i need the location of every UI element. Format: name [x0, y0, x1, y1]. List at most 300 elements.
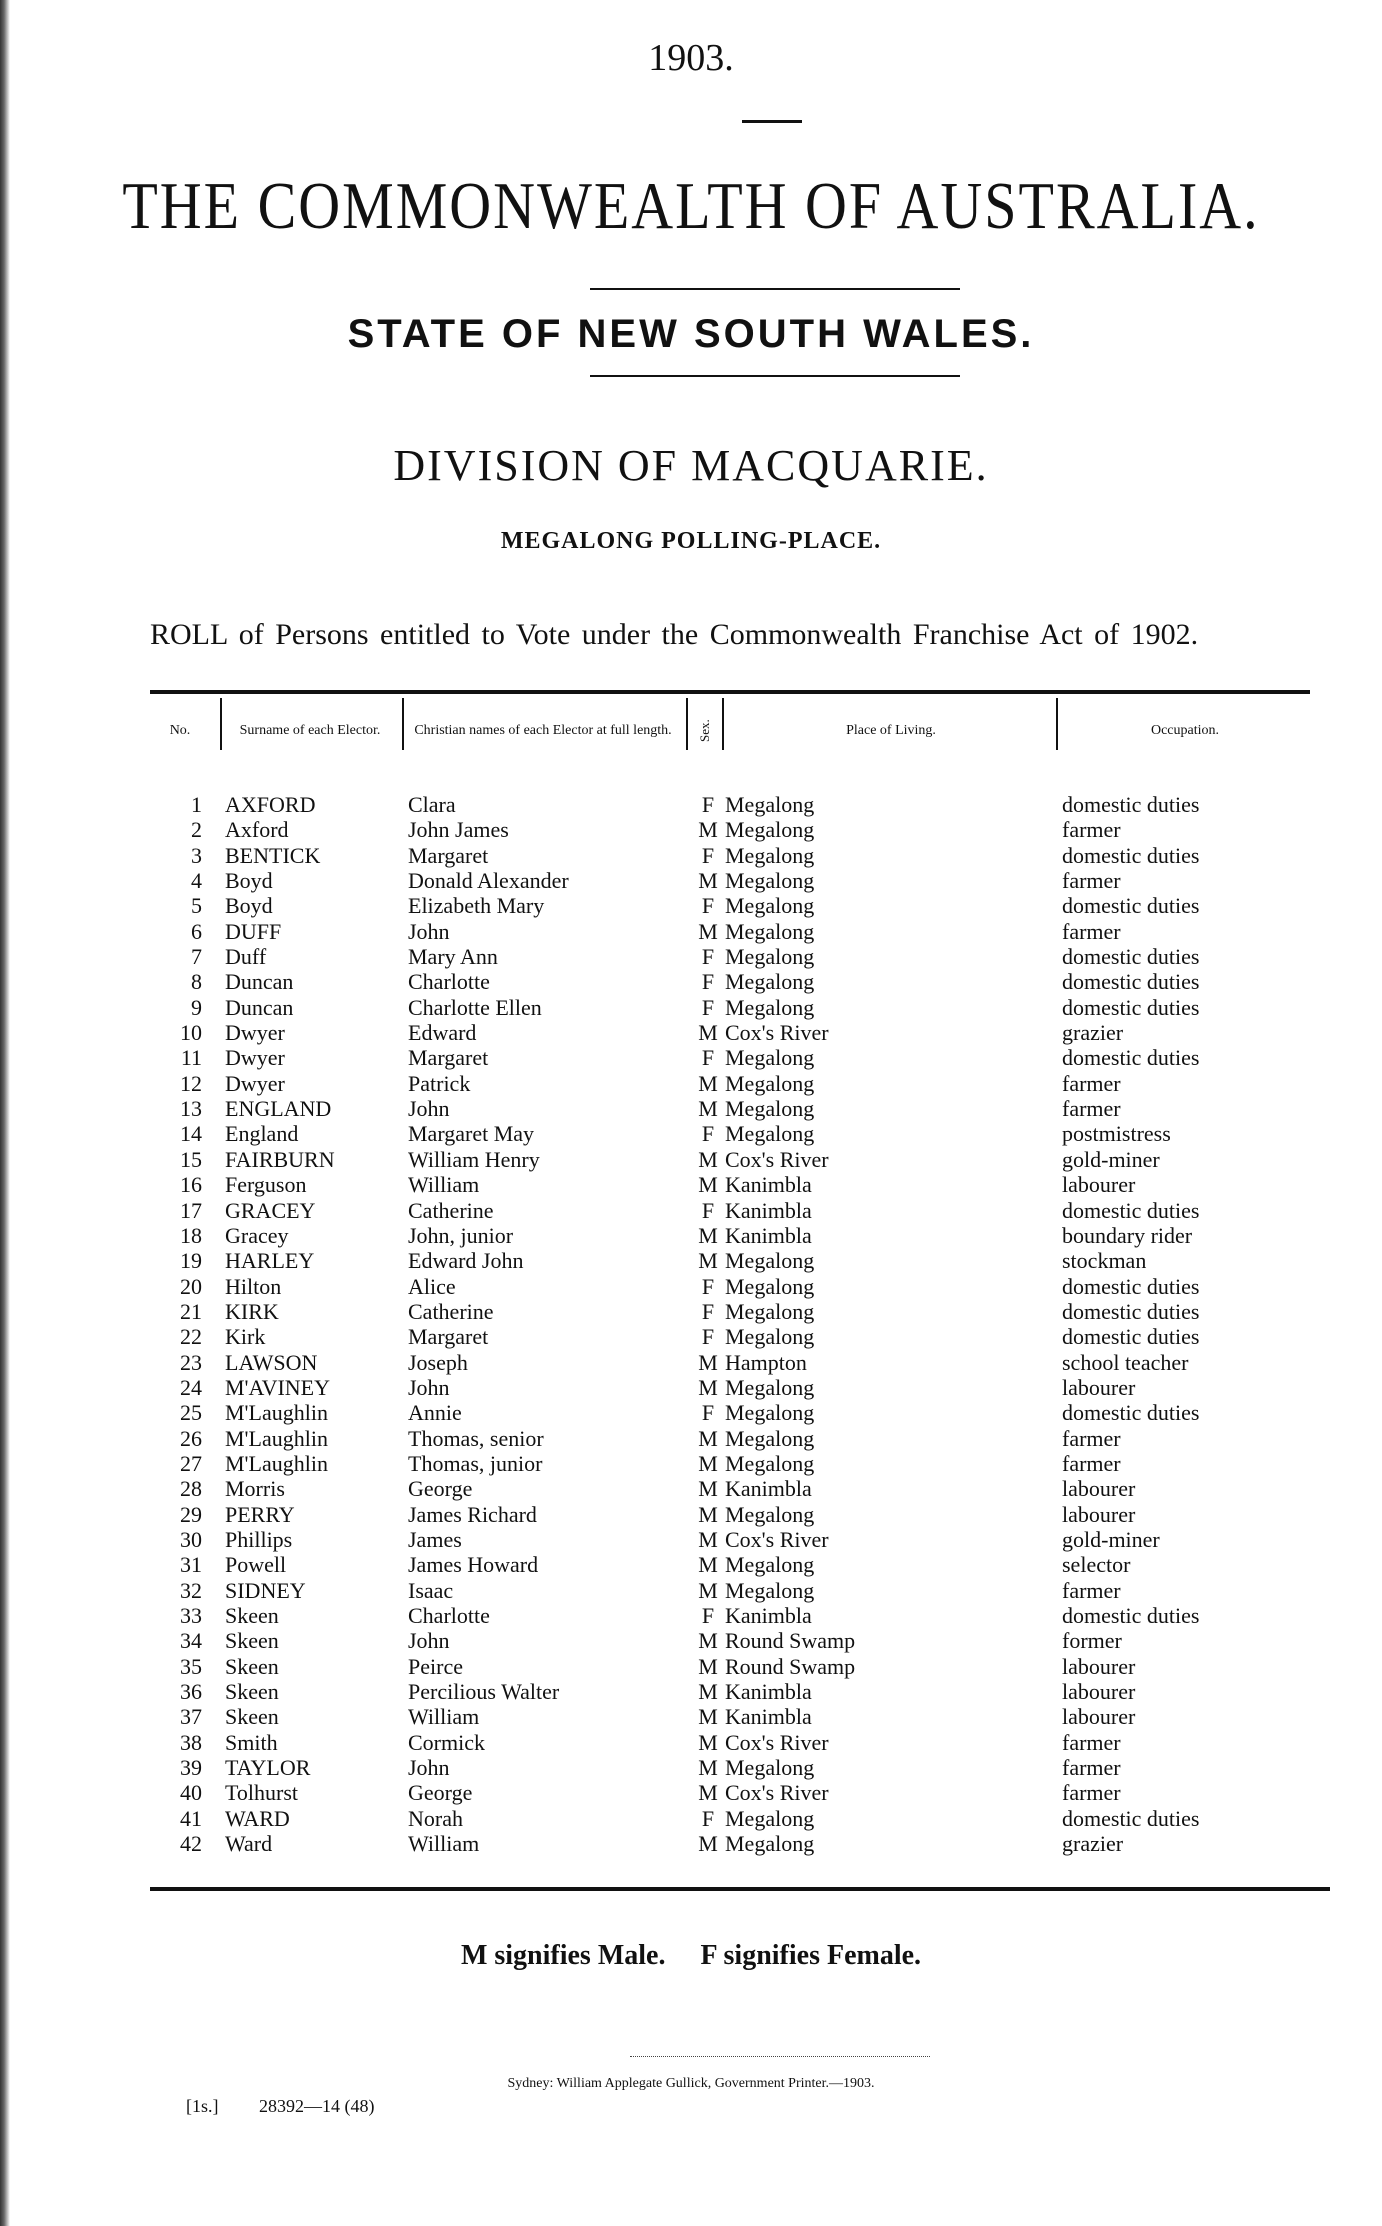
row-surname: Ward — [225, 1831, 273, 1857]
row-number: 5 — [191, 893, 202, 919]
row-occupation: farmer — [1062, 1450, 1121, 1476]
short-rule — [742, 120, 802, 123]
row-surname: SIDNEY — [225, 1577, 306, 1603]
row-christian-names: Norah — [408, 1805, 463, 1831]
row-sex: F — [701, 994, 715, 1020]
row-sex: F — [701, 969, 715, 995]
row-surname: Axford — [225, 817, 289, 843]
table-row — [150, 1426, 1310, 1451]
row-place: Megalong — [725, 1577, 815, 1603]
row-place: Kanimbla — [725, 1679, 812, 1705]
row-number: 12 — [180, 1070, 202, 1096]
row-sex: M — [698, 1755, 718, 1781]
row-sex: M — [698, 1628, 718, 1654]
roll-title: ROLL of Persons entitled to Vote under the Commonwealth Franchise Act of 1902. — [150, 618, 1199, 651]
table-row — [150, 1654, 1310, 1679]
row-surname: Duff — [225, 944, 267, 970]
row-number: 20 — [180, 1273, 202, 1299]
row-place: Megalong — [725, 1273, 815, 1299]
row-place: Megalong — [725, 1070, 815, 1096]
row-christian-names: Joseph — [408, 1349, 468, 1375]
row-place: Megalong — [725, 1552, 815, 1578]
row-sex: M — [698, 1552, 718, 1578]
table-row — [150, 1324, 1310, 1349]
row-occupation: farmer — [1062, 1755, 1121, 1781]
row-sex: M — [698, 1653, 718, 1679]
row-number: 18 — [180, 1222, 202, 1248]
table-row — [150, 1628, 1310, 1653]
table-row — [150, 1552, 1310, 1577]
table-row — [150, 1096, 1310, 1121]
row-occupation: domestic duties — [1062, 1400, 1200, 1426]
row-place: Megalong — [725, 1501, 815, 1527]
table-row — [150, 893, 1310, 918]
row-sex: F — [701, 1273, 715, 1299]
row-place: Megalong — [725, 842, 815, 868]
row-place: Megalong — [725, 1045, 815, 1071]
row-christian-names: Charlotte — [408, 969, 490, 995]
row-sex: M — [698, 1070, 718, 1096]
table-row — [150, 1831, 1310, 1856]
table-row — [150, 868, 1310, 893]
row-occupation: labourer — [1062, 1172, 1136, 1198]
row-christian-names: Donald Alexander — [408, 868, 569, 894]
table-row — [150, 1679, 1310, 1704]
row-number: 1 — [191, 792, 202, 817]
row-sex: F — [701, 1045, 715, 1071]
row-sex: F — [701, 893, 715, 919]
row-number: 15 — [180, 1146, 202, 1172]
row-place: Cox's River — [725, 1526, 829, 1552]
row-sex: M — [698, 1679, 718, 1705]
row-sex: F — [701, 1121, 715, 1147]
row-sex: M — [698, 1450, 718, 1476]
row-surname: Dwyer — [225, 1020, 285, 1046]
row-place: Megalong — [725, 893, 815, 919]
row-occupation: stockman — [1062, 1248, 1147, 1274]
row-christian-names: Charlotte Ellen — [408, 994, 542, 1020]
row-occupation: postmistress — [1062, 1121, 1171, 1147]
table-row — [150, 1755, 1310, 1780]
row-sex: F — [701, 1197, 715, 1223]
row-place: Cox's River — [725, 1729, 829, 1755]
row-christian-names: Patrick — [408, 1070, 471, 1096]
row-sex: M — [698, 1577, 718, 1603]
row-number: 16 — [180, 1172, 202, 1198]
row-surname: M'AVINEY — [225, 1374, 331, 1400]
row-christian-names: Margaret — [408, 1045, 489, 1071]
row-sex: F — [701, 944, 715, 970]
table-top-rule — [150, 690, 1310, 694]
row-number: 26 — [180, 1425, 202, 1451]
row-occupation: farmer — [1062, 868, 1121, 894]
row-occupation: grazier — [1062, 1831, 1124, 1857]
table-row — [150, 817, 1310, 842]
row-sex: M — [698, 1501, 718, 1527]
row-occupation: labourer — [1062, 1679, 1136, 1705]
row-surname: Kirk — [225, 1324, 266, 1350]
row-christian-names: John — [408, 918, 450, 944]
row-christian-names: Annie — [408, 1400, 462, 1426]
row-sex: M — [698, 1704, 718, 1730]
row-sex: F — [701, 1603, 715, 1628]
table-row — [150, 1172, 1310, 1197]
row-surname: DUFF — [225, 918, 282, 944]
row-sex: F — [701, 1805, 715, 1831]
printer-imprint: Sydney: William Applegate Gullick, Government Printer.—1903. — [507, 2076, 875, 2091]
table-row — [150, 1198, 1310, 1223]
row-place: Megalong — [725, 1755, 815, 1781]
row-surname: AXFORD — [225, 792, 316, 817]
row-surname: Morris — [225, 1476, 285, 1502]
row-surname: M'Laughlin — [225, 1450, 328, 1476]
table-row — [150, 1730, 1310, 1755]
rule-lower — [590, 375, 960, 377]
row-surname: BENTICK — [225, 842, 321, 868]
row-place: Kanimbla — [725, 1197, 812, 1223]
row-surname: Skeen — [225, 1628, 279, 1654]
row-surname: M'Laughlin — [225, 1400, 328, 1426]
row-surname: LAWSON — [225, 1349, 318, 1375]
row-occupation: farmer — [1062, 817, 1121, 843]
row-number: 11 — [180, 1045, 202, 1071]
row-surname: Dwyer — [225, 1070, 285, 1096]
row-place: Cox's River — [725, 1020, 829, 1046]
row-number: 28 — [180, 1476, 202, 1502]
row-surname: Ferguson — [225, 1172, 307, 1198]
row-christian-names: Alice — [408, 1273, 456, 1299]
row-place: Megalong — [725, 1425, 815, 1451]
table-row — [150, 1147, 1310, 1172]
row-place: Megalong — [725, 1121, 815, 1147]
row-occupation: domestic duties — [1062, 842, 1200, 868]
row-sex: M — [698, 1476, 718, 1502]
row-place: Megalong — [725, 1400, 815, 1426]
row-occupation: domestic duties — [1062, 944, 1200, 970]
row-sex: M — [698, 1831, 718, 1857]
table-row — [150, 1806, 1310, 1831]
row-occupation: school teacher — [1062, 1349, 1189, 1375]
row-christian-names: Peirce — [408, 1653, 463, 1679]
column-divider — [220, 698, 222, 750]
row-christian-names: William — [408, 1172, 480, 1198]
row-number: 32 — [180, 1577, 202, 1603]
row-occupation: domestic duties — [1062, 1197, 1200, 1223]
row-christian-names: William — [408, 1831, 480, 1857]
row-surname: Smith — [225, 1729, 278, 1755]
table-row — [150, 843, 1310, 868]
row-surname: WARD — [225, 1805, 290, 1831]
table-row — [150, 1223, 1310, 1248]
row-occupation: domestic duties — [1062, 792, 1200, 817]
row-occupation: labourer — [1062, 1501, 1136, 1527]
table-row — [150, 1476, 1310, 1501]
row-christian-names: Catherine — [408, 1298, 494, 1324]
row-occupation: labourer — [1062, 1704, 1136, 1730]
polling-place-heading: MEGALONG POLLING-PLACE. — [500, 528, 882, 554]
row-surname: Gracey — [225, 1222, 289, 1248]
table-row — [150, 792, 1310, 817]
row-occupation: domestic duties — [1062, 1805, 1200, 1831]
row-occupation: labourer — [1062, 1476, 1136, 1502]
row-christian-names: Charlotte — [408, 1603, 490, 1628]
table-row — [150, 1299, 1310, 1324]
row-sex: F — [701, 1400, 715, 1426]
row-number: 7 — [191, 944, 202, 970]
row-christian-names: John James — [408, 817, 509, 843]
row-place: Megalong — [725, 1805, 815, 1831]
header-no: No. — [169, 723, 191, 738]
footer-print-code: 28392—14 (48) — [259, 2096, 375, 2116]
row-christian-names: James — [408, 1526, 462, 1552]
rule-upper — [590, 288, 960, 290]
row-christian-names: Margaret May — [408, 1121, 535, 1147]
row-christian-names: James Howard — [408, 1552, 539, 1578]
row-christian-names: Edward John — [408, 1248, 524, 1274]
row-surname: Boyd — [225, 868, 273, 894]
table-row — [150, 1045, 1310, 1070]
row-christian-names: Mary Ann — [408, 944, 498, 970]
row-sex: F — [701, 1324, 715, 1350]
row-place: Megalong — [725, 817, 815, 843]
row-christian-names: John — [408, 1628, 450, 1654]
column-divider — [402, 698, 404, 750]
row-place: Megalong — [725, 994, 815, 1020]
table-row — [150, 1071, 1310, 1096]
elector-rows — [150, 792, 1310, 1856]
header-sex: Sex. — [697, 719, 712, 743]
row-number: 35 — [180, 1653, 202, 1679]
table-row — [150, 1350, 1310, 1375]
row-number: 40 — [180, 1780, 202, 1806]
row-sex: M — [698, 1146, 718, 1172]
row-surname: Duncan — [225, 969, 294, 995]
table-row — [150, 1248, 1310, 1273]
table-row — [150, 995, 1310, 1020]
row-number: 37 — [180, 1704, 202, 1730]
row-place: Megalong — [725, 1374, 815, 1400]
header-christian-names: Christian names of each Elector at full length. — [414, 723, 672, 738]
row-place: Megalong — [725, 868, 815, 894]
row-occupation: gold-miner — [1062, 1146, 1160, 1172]
table-row — [150, 1375, 1310, 1400]
header-place: Place of Living. — [846, 723, 936, 738]
row-occupation: farmer — [1062, 1425, 1121, 1451]
row-surname: England — [225, 1121, 299, 1147]
sex-legend — [0, 1940, 1382, 1972]
row-number: 14 — [180, 1121, 202, 1147]
row-number: 2 — [191, 817, 202, 843]
row-place: Megalong — [725, 1248, 815, 1274]
row-christian-names: William Henry — [408, 1146, 540, 1172]
row-sex: M — [698, 1526, 718, 1552]
row-occupation: boundary rider — [1062, 1222, 1193, 1248]
row-number: 29 — [180, 1501, 202, 1527]
footer-codes — [186, 2096, 411, 2117]
row-sex: M — [698, 817, 718, 843]
row-surname: ENGLAND — [225, 1096, 332, 1122]
row-sex: M — [698, 1248, 718, 1274]
row-sex: M — [698, 1020, 718, 1046]
row-surname: Skeen — [225, 1653, 279, 1679]
row-number: 39 — [180, 1755, 202, 1781]
row-number: 21 — [180, 1298, 202, 1324]
row-christian-names: George — [408, 1780, 473, 1806]
row-christian-names: John — [408, 1374, 450, 1400]
row-sex: M — [698, 868, 718, 894]
row-number: 4 — [191, 868, 202, 894]
row-surname: Skeen — [225, 1679, 279, 1705]
row-place: Cox's River — [725, 1780, 829, 1806]
row-occupation: farmer — [1062, 918, 1121, 944]
row-christian-names: Cormick — [408, 1729, 485, 1755]
row-surname: PERRY — [225, 1501, 295, 1527]
row-number: 10 — [180, 1020, 202, 1046]
row-surname: Boyd — [225, 893, 273, 919]
row-place: Megalong — [725, 944, 815, 970]
row-occupation: selector — [1062, 1552, 1131, 1578]
header-surname: Surname of each Elector. — [239, 723, 381, 738]
column-divider — [722, 698, 724, 750]
footer-price: [1s.] — [186, 2096, 219, 2116]
legend-male: M signifies Male. — [460, 1940, 666, 1971]
row-number: 25 — [180, 1400, 202, 1426]
table-row — [150, 1400, 1310, 1425]
row-surname: Duncan — [225, 994, 294, 1020]
row-number: 34 — [180, 1628, 202, 1654]
row-number: 13 — [180, 1096, 202, 1122]
row-occupation: gold-miner — [1062, 1526, 1160, 1552]
row-surname: Skeen — [225, 1603, 279, 1628]
row-christian-names: Thomas, junior — [408, 1450, 543, 1476]
row-surname: KIRK — [225, 1298, 279, 1324]
row-sex: M — [698, 1349, 718, 1375]
legend-female: F signifies Female. — [700, 1940, 922, 1971]
division-heading: DIVISION OF MACQUARIE. — [393, 441, 989, 490]
row-occupation: labourer — [1062, 1374, 1136, 1400]
row-sex: M — [698, 1172, 718, 1198]
row-christian-names: Percilious Walter — [408, 1679, 560, 1705]
row-place: Megalong — [725, 1298, 815, 1324]
row-place: Kanimbla — [725, 1172, 812, 1198]
row-occupation: domestic duties — [1062, 1298, 1200, 1324]
row-surname: TAYLOR — [225, 1755, 311, 1781]
row-number: 24 — [180, 1374, 202, 1400]
row-sex: F — [701, 842, 715, 868]
row-christian-names: James Richard — [408, 1501, 537, 1527]
row-occupation: farmer — [1062, 1780, 1121, 1806]
row-number: 38 — [180, 1729, 202, 1755]
row-christian-names: John — [408, 1755, 450, 1781]
table-row — [150, 1502, 1310, 1527]
row-christian-names: William — [408, 1704, 480, 1730]
row-surname: M'Laughlin — [225, 1425, 328, 1451]
table-row — [150, 1578, 1310, 1603]
row-occupation: domestic duties — [1062, 969, 1200, 995]
row-place: Round Swamp — [725, 1653, 856, 1679]
row-surname: HARLEY — [225, 1248, 315, 1274]
table-row — [150, 1121, 1310, 1146]
document-year: 1903. — [648, 37, 734, 79]
table-row — [150, 919, 1310, 944]
row-place: Megalong — [725, 792, 815, 817]
row-place: Kanimbla — [725, 1704, 812, 1730]
row-place: Megalong — [725, 1831, 815, 1857]
row-place: Hampton — [725, 1349, 807, 1375]
row-surname: Hilton — [225, 1273, 282, 1299]
row-sex: F — [701, 792, 715, 817]
row-place: Megalong — [725, 1096, 815, 1122]
table-row — [150, 1704, 1310, 1729]
row-place: Megalong — [725, 1450, 815, 1476]
row-sex: M — [698, 1425, 718, 1451]
table-bottom-rule — [150, 1887, 1330, 1891]
row-sex: M — [698, 1374, 718, 1400]
row-sex: M — [698, 918, 718, 944]
row-number: 33 — [180, 1603, 202, 1628]
row-christian-names: Isaac — [408, 1577, 454, 1603]
row-number: 23 — [180, 1349, 202, 1375]
document-title: THE COMMONWEALTH OF AUSTRALIA. — [122, 168, 1260, 243]
row-number: 31 — [180, 1552, 202, 1578]
row-occupation: domestic duties — [1062, 893, 1200, 919]
row-occupation: domestic duties — [1062, 1603, 1200, 1628]
table-row — [150, 1603, 1310, 1628]
row-number: 8 — [191, 969, 202, 995]
row-christian-names: Elizabeth Mary — [408, 893, 545, 919]
row-number: 30 — [180, 1526, 202, 1552]
row-place: Kanimbla — [725, 1476, 812, 1502]
row-surname: Phillips — [225, 1526, 293, 1552]
row-occupation: farmer — [1062, 1729, 1121, 1755]
row-sex: M — [698, 1096, 718, 1122]
row-occupation: former — [1062, 1628, 1122, 1654]
table-row — [150, 969, 1310, 994]
row-occupation: labourer — [1062, 1653, 1136, 1679]
row-place: Kanimbla — [725, 1222, 812, 1248]
dotted-rule — [630, 2056, 930, 2057]
row-place: Kanimbla — [725, 1603, 812, 1628]
table-row — [150, 944, 1310, 969]
row-number: 22 — [180, 1324, 202, 1350]
row-number: 42 — [180, 1831, 202, 1857]
row-christian-names: Thomas, senior — [408, 1425, 544, 1451]
row-sex: F — [701, 1298, 715, 1324]
row-number: 19 — [180, 1248, 202, 1274]
table-row — [150, 1020, 1310, 1045]
row-number: 17 — [180, 1197, 202, 1223]
row-number: 3 — [191, 842, 202, 868]
row-surname: Tolhurst — [225, 1780, 299, 1806]
row-christian-names: Catherine — [408, 1197, 494, 1223]
row-christian-names: John — [408, 1096, 450, 1122]
row-occupation: domestic duties — [1062, 1324, 1200, 1350]
table-row — [150, 1780, 1310, 1805]
table-row — [150, 1527, 1310, 1552]
row-surname: GRACEY — [225, 1197, 316, 1223]
row-occupation: domestic duties — [1062, 1045, 1200, 1071]
row-christian-names: Clara — [408, 792, 456, 817]
table-row — [150, 1451, 1310, 1476]
row-christian-names: John, junior — [408, 1222, 514, 1248]
row-occupation: farmer — [1062, 1577, 1121, 1603]
row-sex: M — [698, 1222, 718, 1248]
row-occupation: farmer — [1062, 1096, 1121, 1122]
row-christian-names: Edward — [408, 1020, 477, 1046]
row-sex: M — [698, 1729, 718, 1755]
row-occupation: grazier — [1062, 1020, 1124, 1046]
table-row — [150, 1274, 1310, 1299]
